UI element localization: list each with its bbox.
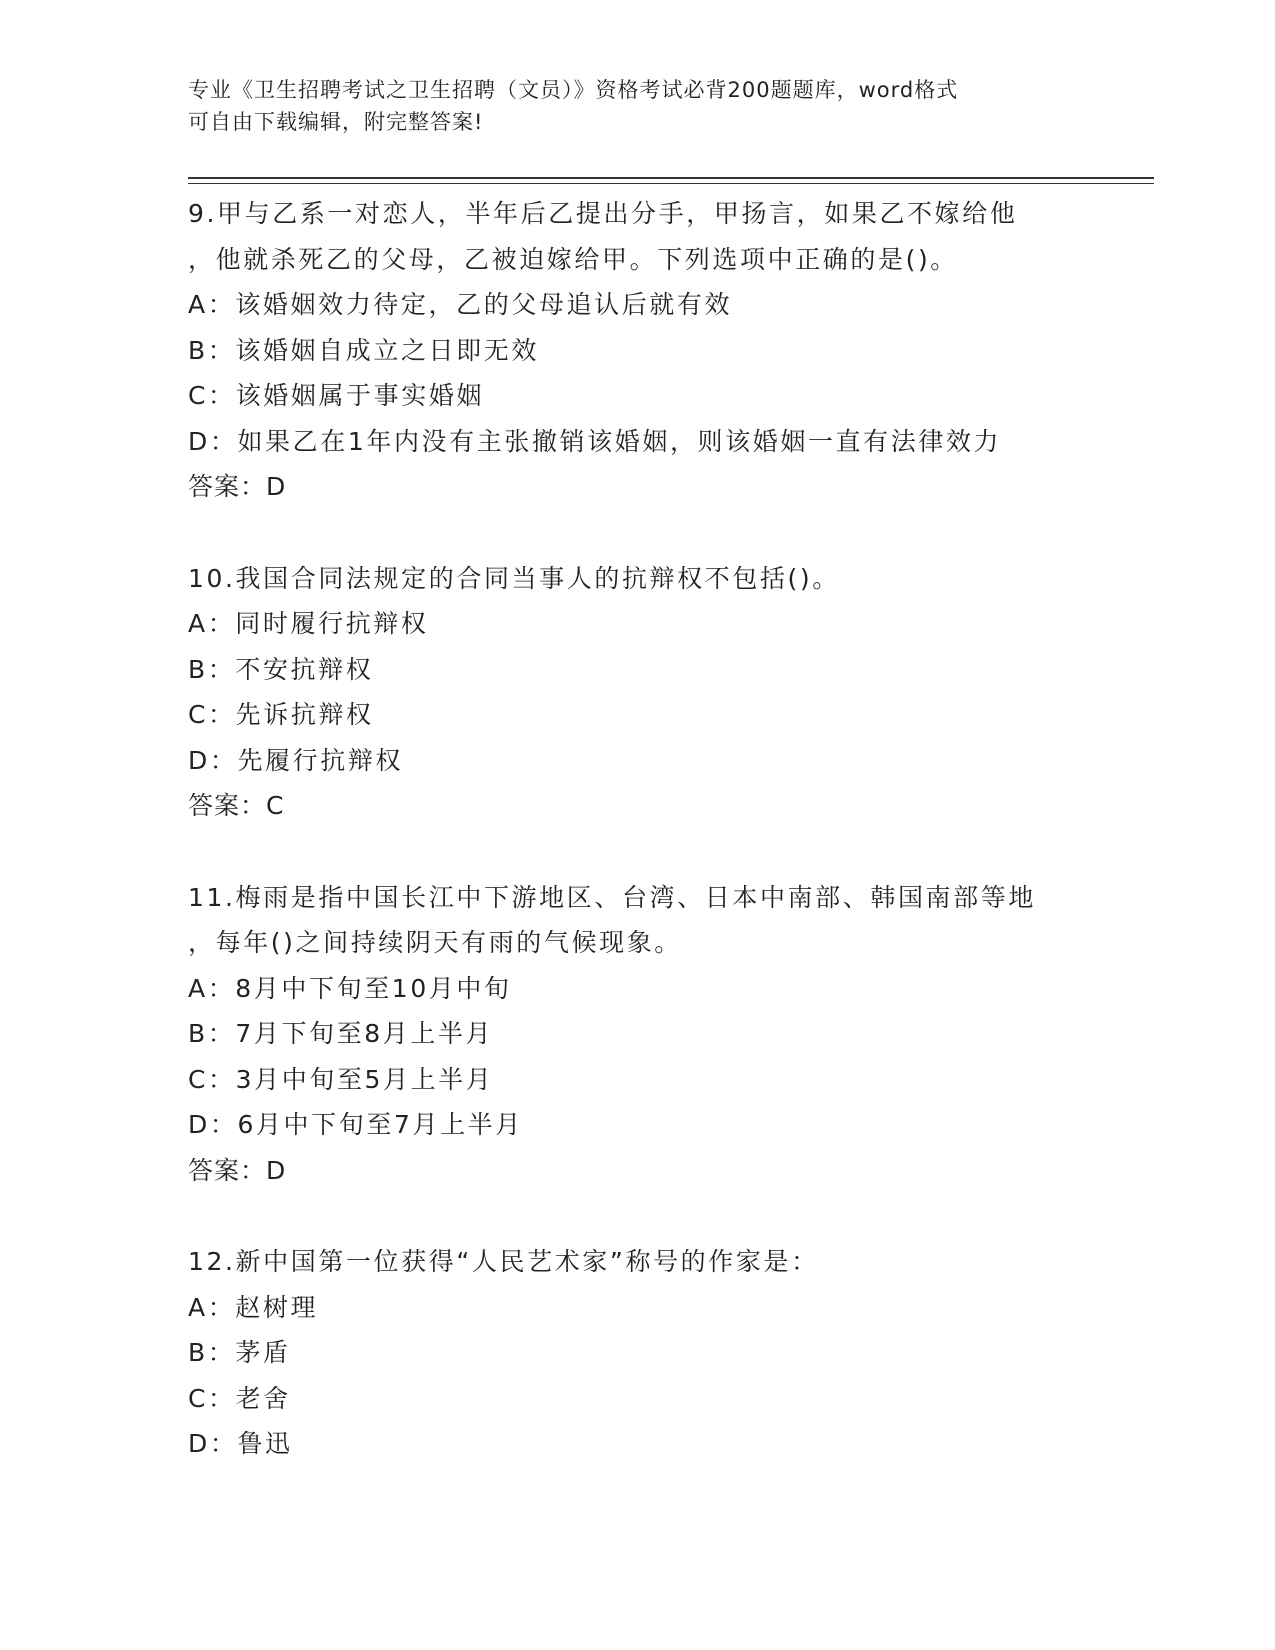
option-c: C：老舍 (188, 1383, 291, 1413)
question-10 (188, 556, 1088, 829)
option-a: A：8月中下旬至10月中旬 (188, 973, 512, 1003)
option-b: B：不安抗辩权 (188, 654, 374, 684)
answer-line: 答案：D (188, 472, 287, 501)
option-b: B：7月下旬至8月上半月 (188, 1019, 494, 1048)
option-c: C：先诉抗辩权 (188, 700, 374, 729)
document-header (188, 74, 1068, 138)
header-line-1: 专业《卫生招聘考试之卫生招聘（文员）》资格考试必背200题题库，word格式 (188, 78, 959, 102)
question-stem-line: ，他就杀死乙的父母，乙被迫嫁给甲。下列选项中正确的是()。 (188, 244, 958, 274)
option-c: C：3月中旬至5月上半月 (188, 1064, 494, 1094)
option-a: A：赵树理 (188, 1292, 319, 1322)
option-d: D：鲁迅 (188, 1429, 293, 1458)
option-c: C：该婚姻属于事实婚姻 (188, 381, 485, 410)
question-stem-line: 9.甲与乙系一对恋人，半年后乙提出分手，甲扬言，如果乙不嫁给他 (188, 199, 1018, 228)
option-b: B：该婚姻自成立之日即无效 (188, 335, 539, 365)
header-rule-thick (188, 177, 1154, 179)
option-b: B：茅盾 (188, 1338, 291, 1367)
option-a: A：该婚姻效力待定，乙的父母追认后就有效 (188, 290, 733, 319)
question-9 (188, 191, 1088, 510)
question-list (188, 191, 1088, 1513)
answer-line: 答案：D (188, 1155, 287, 1185)
option-d: D：先履行抗辩权 (188, 745, 404, 775)
question-stem-line: 10.我国合同法规定的合同当事人的抗辩权不包括()。 (188, 563, 840, 593)
option-d: D：6月中下旬至7月上半月 (188, 1110, 523, 1139)
question-12 (188, 1239, 1088, 1467)
option-a: A：同时履行抗辩权 (188, 609, 429, 638)
question-stem-line: 11.梅雨是指中国长江中下游地区、台湾、日本中南部、韩国南部等地 (188, 882, 1036, 912)
answer-line: 答案：C (188, 791, 285, 820)
option-d: D：如果乙在1年内没有主张撤销该婚姻，则该婚姻一直有法律效力 (188, 426, 1002, 456)
question-stem-line: ，每年()之间持续阴天有雨的气候现象。 (188, 928, 682, 957)
question-stem-line: 12.新中国第一位获得“人民艺术家”称号的作家是： (188, 1247, 819, 1276)
question-11 (188, 875, 1088, 1194)
header-rule-thin (188, 183, 1154, 184)
header-line-2: 可自由下载编辑，附完整答案! (188, 110, 484, 134)
